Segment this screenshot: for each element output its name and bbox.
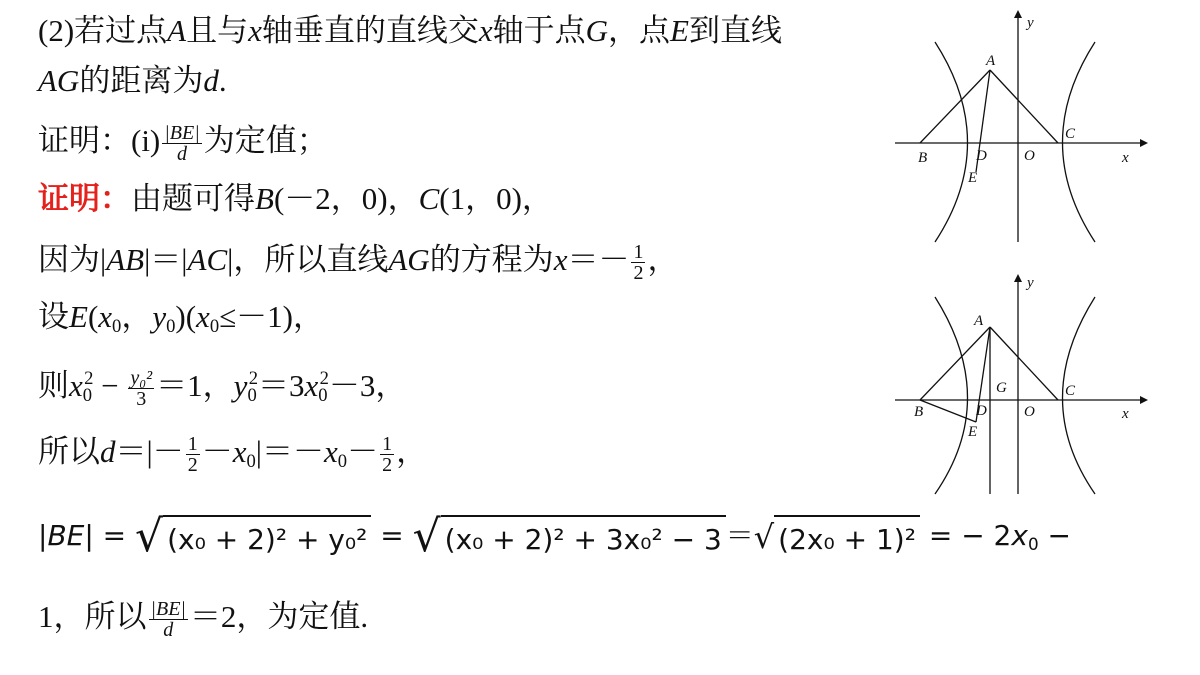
text: ， <box>647 242 679 277</box>
proof-heading: 证明： <box>38 181 131 216</box>
text: ， <box>121 299 153 334</box>
var: E <box>69 299 88 334</box>
text: 证明：(i) <box>38 123 161 158</box>
label-e: E <box>968 170 978 186</box>
text: ＝|－ <box>115 434 184 469</box>
text: | <box>38 519 48 552</box>
hyperbola-left-branch <box>935 42 968 242</box>
segment-ab <box>920 327 990 400</box>
superscript: 2 <box>84 368 94 389</box>
fraction-one-half: $\frac{1}{2}$ <box>187 433 198 477</box>
hyperbola-left-branch <box>935 297 968 494</box>
text: － <box>347 434 379 469</box>
text: = <box>371 519 413 552</box>
var: d <box>203 63 219 98</box>
x-axis-arrow <box>1140 396 1148 404</box>
var: AG <box>38 63 80 98</box>
subscript: 0 <box>337 451 348 472</box>
text: ( <box>87 299 99 334</box>
fraction-y0sq-over-3: $\frac{\text{y₀²}}{3}$ <box>130 367 153 411</box>
text: － <box>201 434 233 469</box>
text: 的方程为 <box>429 242 554 277</box>
y-axis-arrow <box>1014 274 1022 282</box>
sqrt-expression-3: √ (2x₀ + 1)² <box>754 515 920 559</box>
label-o: O <box>1024 404 1035 420</box>
text: 到直线 <box>688 13 782 48</box>
problem-line-1 <box>38 12 782 50</box>
text: |＝－ <box>255 434 324 469</box>
label-x: x <box>1122 150 1129 166</box>
text: (－2，0)， <box>273 181 419 216</box>
label-y: y <box>1027 275 1034 291</box>
text: = − 2 <box>919 519 1012 552</box>
text: 1，所以 <box>38 599 147 634</box>
var: BE <box>47 519 85 552</box>
label-e: E <box>968 424 978 440</box>
var: G <box>585 13 609 48</box>
hyperbola-figure-2 <box>890 272 1150 502</box>
problem-line-2 <box>38 62 227 100</box>
text: ＝2，为定值. <box>189 599 369 634</box>
text: (2)若过点 <box>38 13 168 48</box>
var: x <box>324 434 338 469</box>
text: ， <box>396 434 428 469</box>
radical-sign: √ <box>412 511 441 562</box>
fraction-one-half: $\frac{1}{2}$ <box>633 241 644 285</box>
subscript: 0 <box>166 316 176 337</box>
var: x <box>553 242 568 277</box>
var: E <box>670 13 689 48</box>
var: x <box>248 13 262 48</box>
text: 为定值； <box>203 123 328 158</box>
text: − <box>93 368 127 403</box>
label-a: A <box>986 53 996 69</box>
text: 则 <box>38 368 69 403</box>
label-b: B <box>914 404 924 420</box>
text: ≤－1)， <box>219 299 324 334</box>
label-c: C <box>1065 383 1076 399</box>
label-c: C <box>1065 126 1076 142</box>
var: B <box>255 181 274 216</box>
subscript: 0 <box>209 316 220 337</box>
proof-line-be-length <box>38 511 1072 563</box>
subscript: 0 <box>247 385 257 406</box>
label-g: G <box>996 380 1007 396</box>
text: 设 <box>38 299 69 334</box>
label-a: A <box>974 313 984 329</box>
text: )( <box>175 299 197 334</box>
var: A <box>167 13 187 48</box>
proof-line-distance <box>38 433 427 481</box>
text: ，点 <box>608 13 671 48</box>
var: y <box>233 368 248 403</box>
proof-conclusion-line <box>38 598 368 640</box>
text: 轴垂直的直线交 <box>261 13 479 48</box>
label-x: x <box>1122 406 1129 422</box>
text: (1，0)， <box>439 181 553 216</box>
text: . <box>218 63 227 98</box>
text: 轴于点 <box>492 13 586 48</box>
proof-line-set-e <box>38 298 324 346</box>
var: x <box>232 434 247 469</box>
subscript: 0 <box>246 451 256 472</box>
sqrt-expression-2: √ (x₀ + 2)² + 3x₀² − 3 <box>413 515 726 559</box>
text: 且与 <box>186 13 249 48</box>
text: 因为| <box>38 242 107 277</box>
text: 由题可得 <box>131 181 255 216</box>
text: |，所以直线 <box>227 242 389 277</box>
subscript: 0 <box>1027 534 1039 554</box>
text: 所以 <box>38 434 100 469</box>
var: x <box>304 368 319 403</box>
label-b: B <box>918 150 928 166</box>
var: AB <box>106 242 145 277</box>
fraction-be-over-d: $\frac{|BE|}{d}$ <box>164 122 200 166</box>
text: | = <box>84 519 136 552</box>
fraction-be-over-d: $\frac{|BE|}{d}$ <box>150 598 186 642</box>
label-o: O <box>1024 148 1035 164</box>
segment-ac <box>990 70 1058 143</box>
var: AG <box>388 242 430 277</box>
subscript: 0 <box>112 316 122 337</box>
x-axis-arrow <box>1140 139 1148 147</box>
sqrt-expression-1: √ (x₀ + 2)² + y₀² <box>135 515 371 559</box>
var: AC <box>187 242 228 277</box>
hyperbola-right-branch <box>1063 42 1096 242</box>
text: ＝－ <box>567 242 630 277</box>
text: 的距离为 <box>79 63 204 98</box>
var: C <box>418 181 440 216</box>
var: x <box>1011 519 1028 552</box>
var: x <box>98 299 113 334</box>
proof-line-given <box>38 180 553 218</box>
radical-sign: √ <box>135 511 164 562</box>
fraction-one-half: $\frac{1}{2}$ <box>382 433 393 477</box>
text: ＝1， <box>156 368 234 403</box>
superscript: 2 <box>319 368 329 389</box>
label-d: D <box>976 403 987 419</box>
var: y <box>152 299 167 334</box>
text: |＝| <box>144 242 188 277</box>
text: －3， <box>328 368 407 403</box>
proof-line-hyperbola <box>38 360 406 415</box>
label-y: y <box>1027 15 1034 31</box>
text: ＝ <box>725 519 754 552</box>
var: d <box>100 434 116 469</box>
var: x <box>69 368 83 403</box>
var: x <box>196 299 210 334</box>
radical-sign: √ <box>753 518 775 556</box>
text: − <box>1038 519 1072 552</box>
subscript: 0 <box>82 385 93 406</box>
var: x <box>478 13 493 48</box>
hyperbola-figure-1 <box>890 10 1150 250</box>
text: ＝3 <box>258 368 305 403</box>
subscript: 0 <box>318 385 328 406</box>
proof-line-ag-equation <box>38 241 678 283</box>
label-d: D <box>976 148 987 164</box>
proof-claim-line <box>38 122 328 164</box>
superscript: 2 <box>248 368 259 389</box>
y-axis-arrow <box>1014 10 1022 18</box>
